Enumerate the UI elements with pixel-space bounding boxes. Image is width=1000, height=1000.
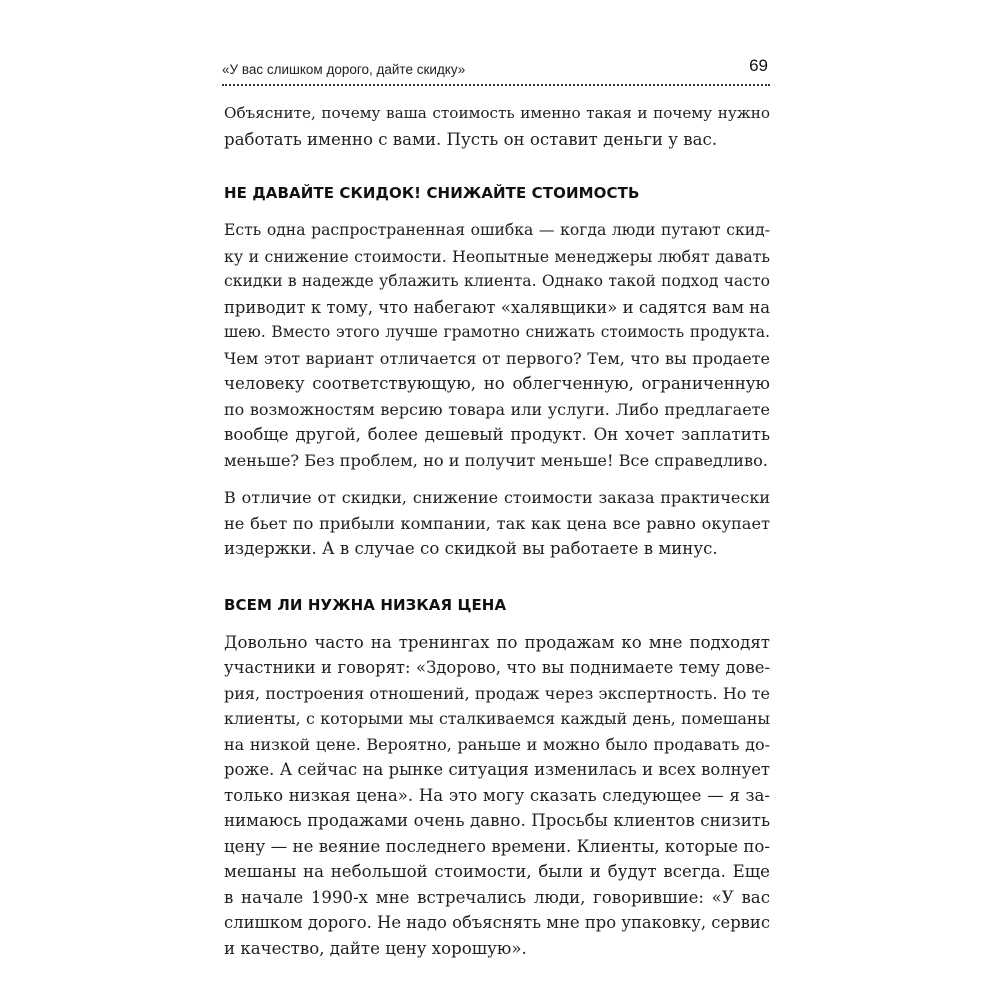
running-header bbox=[222, 54, 770, 86]
text-line: Довольно часто на тренингах по продажам ко мне подходят bbox=[224, 632, 770, 652]
text-line: роже. А сейчас на рынке ситуация изменилась и всех волнует bbox=[224, 760, 770, 779]
section1-paragraph-1 bbox=[224, 218, 770, 473]
text-line: и качество, дайте цену хорошую». bbox=[224, 938, 527, 958]
text-line: вообще другой, более дешевый продукт. Он хочет заплатить bbox=[224, 425, 770, 444]
text-line: только низкая цена». На это могу сказать следующее — я за- bbox=[224, 785, 770, 805]
text-line: приводит к тому, что набегают «халявщики» и садятся вам на bbox=[224, 297, 770, 317]
text-line: Чем этот вариант отличается от первого? Тем, что вы продаете bbox=[224, 348, 770, 368]
text-line: по возможностям версию товара или услуги. Либо предлагаете bbox=[224, 399, 770, 419]
text-line: мешаны на небольшой стоимости, были и будут всегда. Еще bbox=[224, 862, 770, 881]
text-line: шею. Вместо этого лучше грамотно снижать стоимость продукта. bbox=[224, 323, 770, 341]
text-line: В отличие от скидки, снижение стоимости заказа практически bbox=[224, 488, 770, 507]
text-line: на низкой цене. Вероятно, раньше и можно было продавать до- bbox=[224, 734, 770, 754]
text-line: Есть одна распространенная ошибка — когда люди путают скид- bbox=[224, 221, 770, 239]
text-line: клиенты, с которыми мы сталкиваемся каждый день, помешаны bbox=[224, 709, 770, 728]
text-line: цену — не веяние последнего времени. Клиенты, которые по- bbox=[224, 836, 770, 856]
text-line: ку и снижение стоимости. Неопытные менеджеры любят давать bbox=[224, 246, 770, 266]
page-number: 69 bbox=[749, 56, 768, 75]
text-line: нимаюсь продажами очень давно. Просьбы клиентов снизить bbox=[224, 811, 770, 830]
text-line: скидки в надежде ублажить клиента. Однако такой подход часто bbox=[224, 272, 770, 290]
section-heading-low-price: ВСЕМ ЛИ НУЖНА НИЗКАЯ ЦЕНА bbox=[224, 595, 507, 614]
text-line: меньше? Без проблем, но и получит меньше! Все справедливо. bbox=[224, 450, 768, 470]
page-body bbox=[224, 101, 770, 961]
section1-paragraph-2 bbox=[224, 485, 770, 562]
running-title: «У вас слишком дорого, дайте скидку» bbox=[222, 62, 466, 77]
text-line: рия, построения отношений, продаж через экспертность. Но те bbox=[224, 683, 770, 703]
text-line: слишком дорого. Не надо объяснять мне про упаковку, сервис bbox=[224, 913, 771, 932]
text-line: в начале 1990-х мне встречались люди, говорившие: «У вас bbox=[224, 887, 770, 907]
text-line: издержки. А в случае со скидкой вы работаете в минус. bbox=[224, 539, 718, 558]
section-heading-discounts: НЕ ДАВАЙТЕ СКИДОК! СНИЖАЙТЕ СТОИМОСТЬ bbox=[224, 184, 640, 202]
section2-paragraph-1 bbox=[224, 630, 770, 962]
text-line: человеку соответствующую, но облегченную, ограниченную bbox=[224, 374, 770, 393]
text-line: не бьет по прибыли компании, так как цена все равно окупает bbox=[224, 513, 770, 533]
text-line: работать именно с вами. Пусть он оставит деньги у вас. bbox=[224, 129, 718, 149]
intro-paragraph bbox=[224, 101, 770, 152]
text-line: Объясните, почему ваша стоимость именно такая и почему нужно bbox=[224, 104, 770, 122]
text-line: участники и говорят: «Здорово, что вы поднимаете тему дове- bbox=[224, 658, 770, 677]
